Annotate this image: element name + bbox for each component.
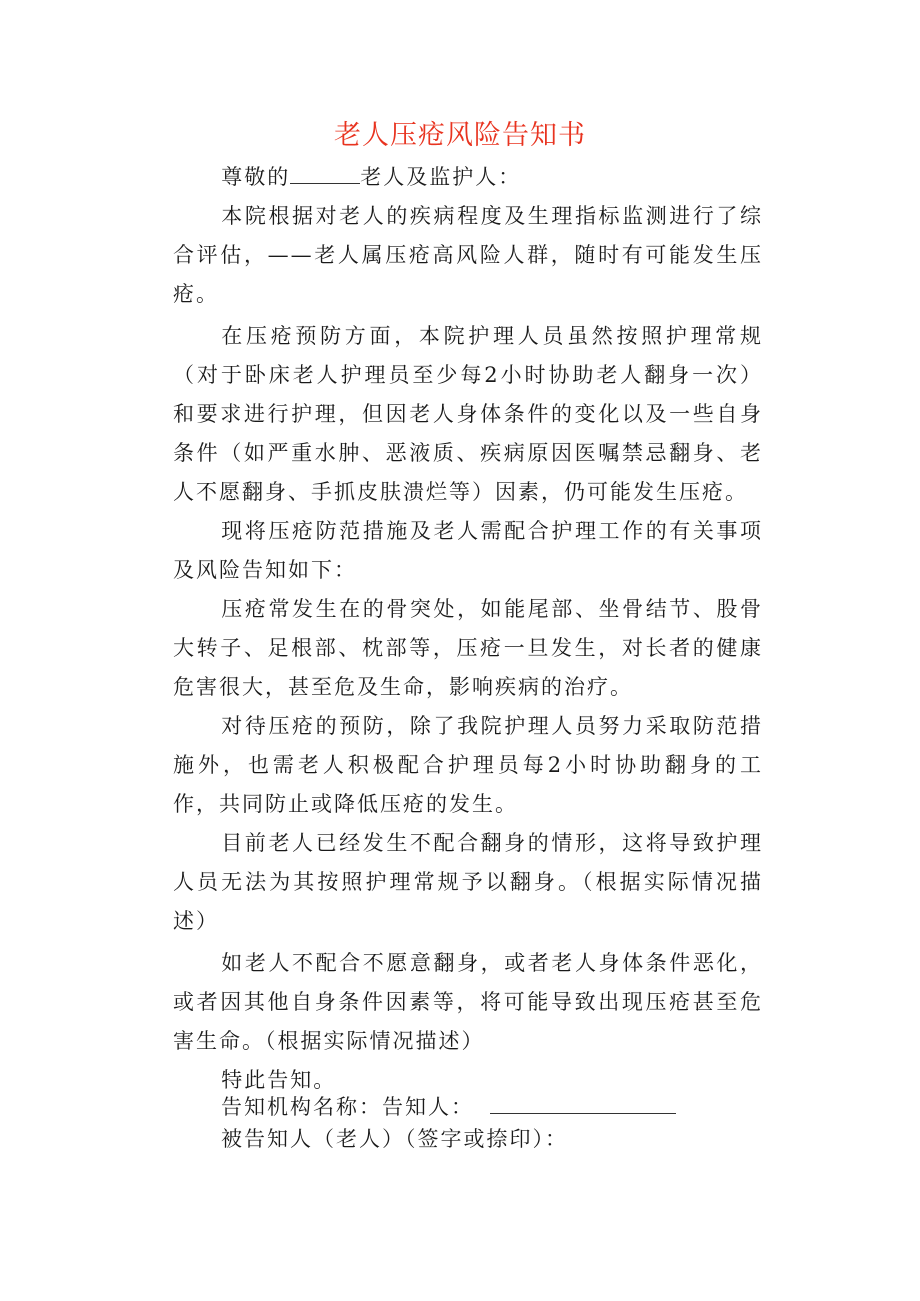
salutation-suffix: 老人及监护人： xyxy=(360,165,522,189)
paragraph: 目前老人已经发生不配合翻身的情形，这将导致护理人员无法为其按照护理常规予以翻身。（根据实际情况描述） xyxy=(173,831,763,933)
notifier-label: 告知机构名称：告知人： xyxy=(221,1095,474,1119)
notified-label: 被告知人（老人）（签字或捺印）： xyxy=(221,1127,568,1151)
salutation-prefix: 尊敬的 xyxy=(221,165,291,189)
paragraph: 在压疮预防方面，本院护理人员虽然按照护理常规（对于卧床老人护理员至少每2小时协助老人翻身一次）和要求进行护理，但因老人身体条件的变化以及一些自身条件（如严重水肿、恶液质、疾病原因医嘱禁忌翻身、老人不愿翻身、手抓皮肤溃烂等）因素，仍可能发生压疮。 xyxy=(173,324,763,504)
signature-line-notifier xyxy=(221,1089,676,1125)
paragraph: 特此告知。 xyxy=(221,1068,337,1092)
paragraph: 压疮常发生在的骨突处，如能尾部、坐骨结节、股骨大转子、足根部、枕部等，压疮一旦发生，对长者的健康危害很大，甚至危及生命，影响疾病的治疗。 xyxy=(173,597,763,699)
notifier-blank xyxy=(490,1089,676,1114)
signature-line-notified xyxy=(221,1121,568,1157)
name-blank xyxy=(290,159,360,184)
paragraph: 本院根据对老人的疾病程度及生理指标监测进行了综合评估，——老人属压疮高风险人群，随时有可能发生压疮。 xyxy=(173,204,763,306)
paragraph: 对待压疮的预防，除了我院护理人员努力采取防范措施外，也需老人积极配合护理员每2小时协助翻身的工作，共同防止或降低压疮的发生。 xyxy=(173,714,763,816)
document-title: 老人压疮风险告知书 xyxy=(334,120,586,151)
paragraph: 如老人不配合不愿意翻身，或者老人身体条件恶化，或者因其他自身条件因素等，将可能导致出现压疮甚至危害生命。（根据实际情况描述） xyxy=(173,951,763,1053)
document-body xyxy=(173,158,763,1100)
paragraph: 现将压疮防范措施及老人需配合护理工作的有关事项及风险告知如下： xyxy=(173,519,763,582)
salutation xyxy=(173,158,763,197)
